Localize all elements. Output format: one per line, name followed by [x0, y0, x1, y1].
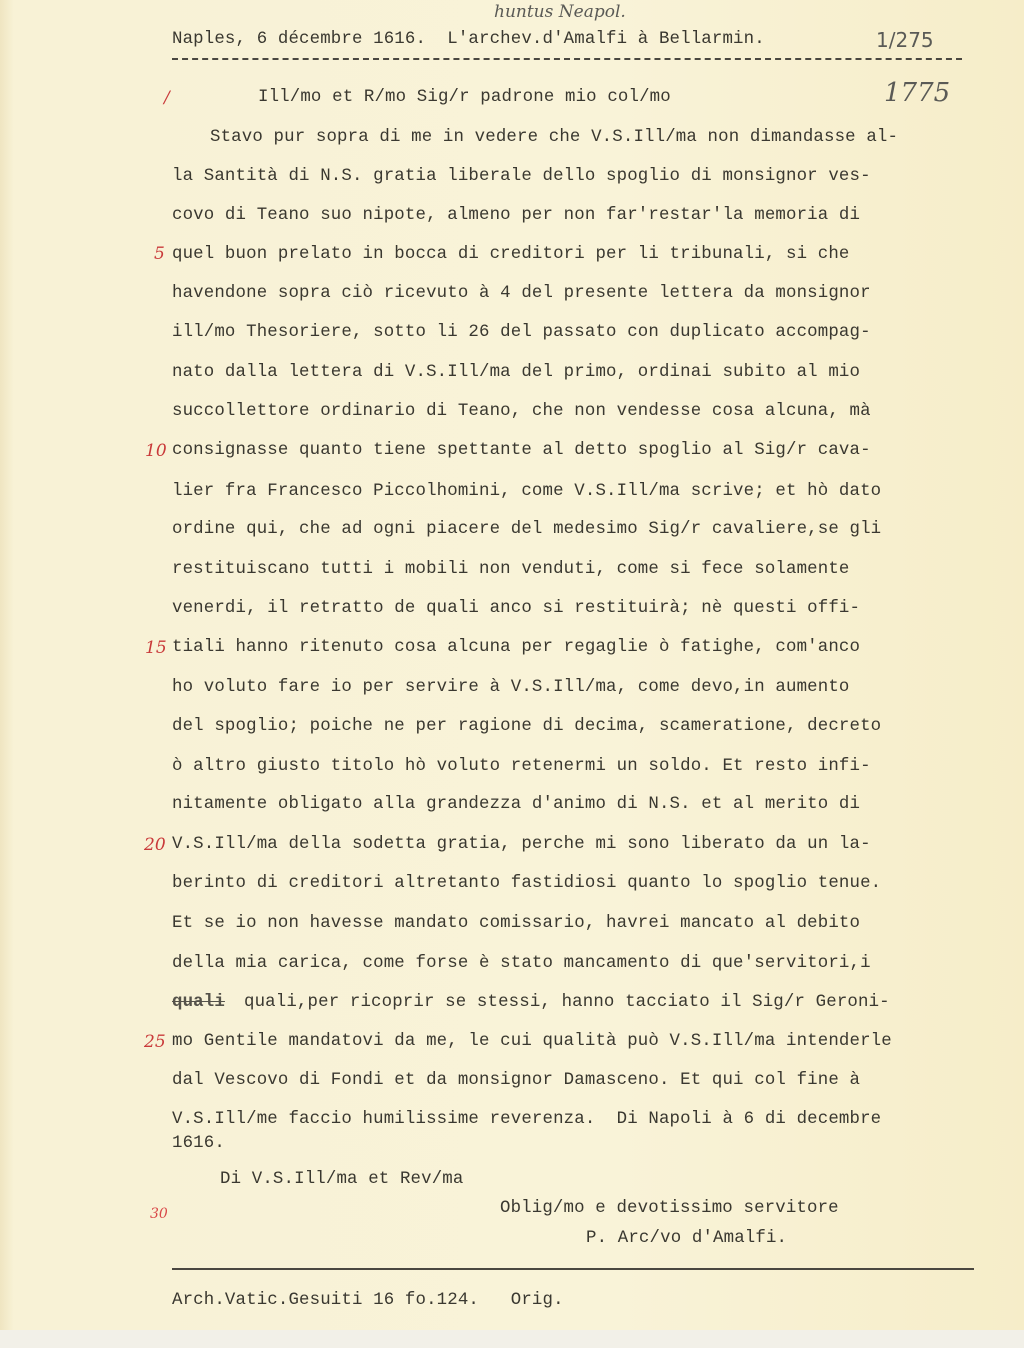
margin-number-15: 15 [145, 638, 167, 658]
letter-line: Stavo pur sopra di me in vedere che V.S.Ill/ma non dimandasse al- [210, 128, 899, 147]
letter-line: tiali hanno ritenuto cosa alcuna per regaglie ò fatighe, com'anco [172, 638, 861, 657]
margin-number-25: 25 [144, 1032, 166, 1052]
letter-line: ordine qui, che ad ogni piacere del medesimo Sig/r cavaliere,se gli [172, 520, 882, 539]
letter-line: quali,per ricoprir se stessi, hanno tacciato il Sig/r Geroni- [244, 993, 890, 1012]
letter-line: della mia carica, come forse è stato mancamento di que'servitori,i [172, 954, 871, 973]
letter-line: ho voluto fare io per servire à V.S.Ill/ma, come devo,in aumento [172, 678, 850, 697]
letter-closing: Di V.S.Ill/ma et Rev/ma [220, 1170, 464, 1189]
archive-source: Arch.Vatic.Gesuiti 16 fo.124. Orig. [172, 1291, 564, 1310]
document-header: Naples, 6 décembre 1616. L'archev.d'Amalfi à Bellarmin. [172, 30, 765, 49]
letter-line: covo di Teano suo nipote, almeno per non far'restar'la memoria di [172, 206, 861, 225]
letter-line: berinto di creditori altretanto fastidiosi quanto lo spoglio tenue. [172, 874, 882, 893]
letter-line: succollettore ordinario di Teano, che non vendesse cosa alcuna, mà [172, 402, 871, 421]
letter-line: venerdi, il retratto de quali anco si restituirà; nè questi offi- [172, 599, 861, 618]
letter-line: restituiscano tutti i mobili non venduti, come si fece solamente [172, 560, 850, 579]
margin-number-5: 5 [154, 244, 165, 264]
letter-line: la Santità di N.S. gratia liberale dello spoglio di monsignor ves- [172, 167, 871, 186]
struck-word-text: quali [172, 993, 225, 1012]
letter-line: 1616. [172, 1134, 225, 1153]
letter-line: havendone sopra ciò ricevuto à 4 del presente lettera da monsignor [172, 284, 871, 303]
margin-number-10: 10 [145, 441, 167, 461]
letter-line: quel buon prelato in bocca di creditori per li tribunali, si che [172, 245, 850, 264]
page-reference-top: 1/275 [876, 28, 934, 52]
letter-line: ò altro giusto titolo hò voluto retenermi un soldo. Et resto infi- [172, 757, 871, 776]
letter-line: consignasse quanto tiene spettante al detto spoglio al Sig/r cava- [172, 441, 871, 460]
letter-line: mo Gentile mandatovi da me, le cui qualità può V.S.Ill/ma intenderle [172, 1032, 892, 1051]
letter-line: dal Vescovo di Fondi et da monsignor Damasceno. Et qui col fine à [172, 1071, 861, 1090]
handwritten-archive-note: huntus Neapol. [494, 2, 626, 22]
letter-line: del spoglio; poiche ne per ragione di decima, scameratione, decreto [172, 717, 882, 736]
margin-number-1: / [164, 88, 170, 108]
margin-number-30: 30 [150, 1206, 168, 1222]
letter-line: nitamente obligato alla grandezza d'animo di N.S. et al merito di [172, 795, 861, 814]
signature-line-2: P. Arc/vo d'Amalfi. [586, 1229, 788, 1248]
page-reference-pencil: 1775 [884, 78, 951, 108]
letter-line: ill/mo Thesoriere, sotto li 26 del passato con duplicato accompag- [172, 323, 871, 342]
signature-line-1: Oblig/mo e devotissimo servitore [500, 1199, 839, 1218]
letter-line: nato dalla lettera di V.S.Ill/ma del primo, ordinai subito al mio [172, 363, 861, 382]
header-dashed-rule [172, 58, 962, 60]
footer-rule [172, 1268, 974, 1270]
letter-line: V.S.Ill/me faccio humilissime reverenza. Di Napoli à 6 di decembre [172, 1110, 882, 1129]
struck-out-word [172, 993, 225, 1012]
margin-number-20: 20 [144, 835, 166, 855]
letter-line: Et se io non havesse mandato comissario, havrei mancato al debito [172, 914, 861, 933]
letter-line: lier fra Francesco Piccolhomini, come V.S.Ill/ma scrive; et hò dato [172, 482, 882, 501]
letter-line: V.S.Ill/ma della sodetta gratia, perche mi sono liberato da un la- [172, 835, 871, 854]
letter-salutation: Ill/mo et R/mo Sig/r padrone mio col/mo [258, 88, 671, 107]
